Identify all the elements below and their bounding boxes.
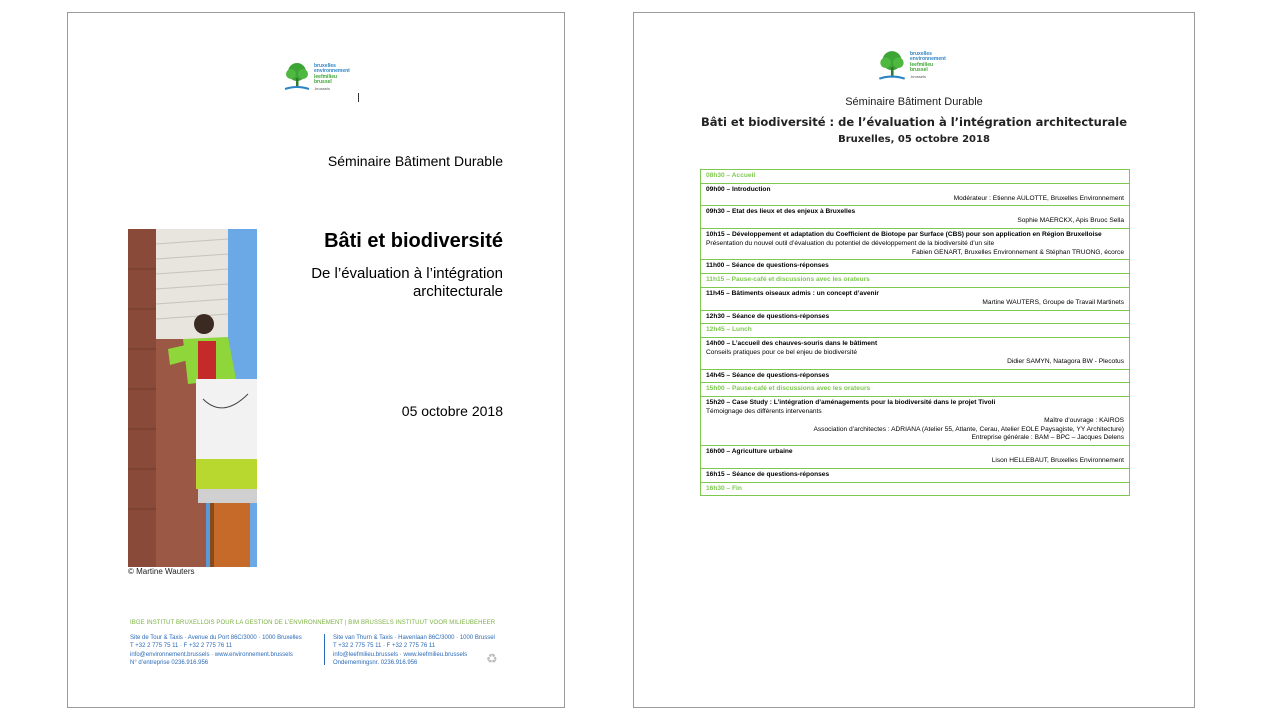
recycle-icon: ♻	[486, 651, 498, 666]
brand-logo	[283, 61, 350, 95]
schedule-table	[700, 169, 1130, 496]
schedule-row	[701, 311, 1129, 325]
footer-line: Site van Thurn & Taxis · Havenlaan 86C/3000 · 1000 Brussel	[333, 635, 495, 641]
seminar-label: Séminaire Bâtiment Durable	[845, 96, 983, 108]
schedule-row	[701, 446, 1129, 469]
schedule-row	[701, 274, 1129, 288]
logo-line: bruxelles	[314, 63, 336, 69]
schedule-item-speaker: Association d’architectes : ADRIANA (Atelier 55, Atlante, Cerau, Atelier EOLE Paysagiste, YY Architecture)	[813, 425, 1124, 433]
logo-line: .brussels	[910, 73, 927, 79]
schedule-item-description: Présentation du nouvel outil d’évaluation du potentiel de développement de la biodiversité d’un site	[706, 239, 995, 247]
schedule-item-title: 14h45 – Séance de questions-réponses	[706, 371, 830, 379]
footer-divider	[324, 634, 325, 665]
logo-line: .brussels	[314, 85, 331, 91]
schedule-row	[701, 483, 1129, 496]
schedule-item-speaker: Fabien GENART, Bruxelles Environnement & Stéphan TRUONG, écorce	[912, 248, 1124, 256]
schedule-row	[701, 184, 1129, 207]
logo-line: environnement	[314, 68, 350, 75]
logo-wordmark	[910, 52, 946, 79]
schedule-item-title: 10h15 – Développement et adaptation du Coefficient de Biotope par Surface (CBS) pour son application en Région Bruxelloise	[706, 230, 1102, 238]
photo-credit: © Martine Wauters	[128, 567, 195, 576]
schedule-row	[701, 469, 1129, 483]
footer-line: info@environnement.brussels · www.environnement.brussels	[130, 651, 293, 658]
schedule-item-title: 09h30 – Etat des lieux et des enjeux à Bruxelles	[706, 208, 856, 216]
schedule-item-title: 14h00 – L’accueil des chauves-souris dans le bâtiment	[706, 340, 878, 348]
schedule-item-title: 11h00 – Séance de questions-réponses	[706, 262, 829, 270]
schedule-row	[701, 288, 1129, 311]
schedule-item-title: 12h30 – Séance de questions-réponses	[706, 312, 830, 320]
schedule-item-speaker: Maître d’ouvrage : KAIROS	[1044, 416, 1124, 424]
brand-logo	[877, 49, 946, 85]
footer-line: Ondernemingsnr. 0236.916.956	[333, 660, 418, 667]
schedule-row	[701, 397, 1129, 446]
cover-date: 05 octobre 2018	[401, 403, 503, 419]
schedule-row	[701, 324, 1129, 338]
footer-address-fr	[130, 634, 302, 668]
cover-title: Bâti et biodiversité	[324, 230, 503, 252]
logo-line: leefmilieu	[910, 61, 934, 68]
schedule-item-title: 09h00 – Introduction	[706, 185, 771, 193]
schedule-item-speaker: Modérateur : Etienne AULOTTE, Bruxelles Environnement	[953, 194, 1124, 202]
schedule-item-title: 15h20 – Case Study : L’intégration d’aménagements pour la biodiversité dans le projet Tivoli	[706, 399, 996, 407]
schedule-item-title: 11h15 – Pause-café et discussions avec les orateurs	[706, 276, 870, 284]
schedule-item-speaker: Lison HELLEBAUT, Bruxelles Environnement	[991, 456, 1124, 464]
schedule-row	[701, 170, 1129, 184]
schedule-item-description: Conseils pratiques pour ce bel enjeu de biodiversité	[706, 348, 858, 356]
logo-line: brussel	[314, 79, 332, 86]
logo-line: environnement	[910, 56, 946, 63]
seminar-label: Séminaire Bâtiment Durable	[327, 153, 503, 169]
logo-line: brussel	[910, 67, 928, 74]
schedule-item-title: 12h45 – Lunch	[706, 326, 752, 334]
schedule-item-title: 11h45 – Bâtiments oiseaux admis : un concept d’avenir	[706, 289, 879, 297]
schedule-item-speaker: Didier SAMYN, Natagora BW - Plecotus	[1007, 357, 1124, 365]
schedule-item-description: Témoignage des différents intervenants	[706, 407, 822, 415]
schedule-row	[701, 338, 1129, 369]
footer-line: info@leefmilieu.brussels · www.leefmilieu.brussels	[333, 651, 468, 658]
logo-line: leefmilieu	[314, 73, 338, 80]
footer-line: N° d’entreprise 0236.916.956	[130, 660, 209, 667]
schedule-item-title: 15h00 – Pause-café et discussions avec les orateurs	[706, 385, 871, 393]
schedule-item-title: 08h30 – Accueil	[706, 172, 756, 179]
schedule-item-speaker: Sophie MAERCKX, Apis Bruoc Sella	[1017, 217, 1124, 225]
schedule-row	[701, 260, 1129, 274]
footer-line: T +32 2 775 75 11 · F +32 2 775 76 11	[130, 643, 233, 650]
cover-photo	[128, 229, 257, 567]
schedule-item-speaker: Martine WAUTERS, Groupe de Travail Martinets	[982, 298, 1124, 306]
schedule-item-title: 16h00 – Agriculture urbaine	[706, 448, 793, 456]
logo-line: bruxelles	[910, 51, 932, 57]
schedule-row	[701, 383, 1129, 397]
schedule-row	[701, 229, 1129, 260]
schedule-item-speaker: Entreprise générale : BAM – BPC – Jacques Delens	[971, 434, 1124, 442]
schedule-item-title: 16h30 – Fin	[706, 484, 742, 492]
schedule-item-title: 16h15 – Séance de questions-réponses	[706, 470, 830, 478]
footer-header: IBGE INSTITUT BRUXELLOIS POUR LA GESTION DE L’ENVIRONNEMENT | BIM BRUSSELS INSTITUUT VOOR MILIEUBEHEER	[130, 620, 496, 626]
tree-icon	[877, 49, 907, 85]
schedule-row	[701, 370, 1129, 384]
cover-page	[67, 12, 565, 708]
program-page	[633, 12, 1195, 708]
cover-subtitle: De l’évaluation à l’intégration architecturale	[311, 265, 503, 300]
footer-line: Site de Tour & Taxis · Avenue du Port 86C/3000 · 1000 Bruxelles	[130, 635, 302, 641]
program-place-date: Bruxelles, 05 octobre 2018	[838, 134, 990, 145]
footer-address-nl	[333, 634, 495, 668]
tree-icon	[283, 61, 311, 95]
logo-wordmark	[314, 64, 350, 91]
schedule-row	[701, 206, 1129, 229]
footer-line: T +32 2 775 75 11 · F +32 2 775 76 11	[333, 643, 436, 650]
text-cursor	[358, 93, 359, 102]
program-title: Bâti et biodiversité : de l’évaluation à l’intégration architecturale	[700, 115, 1128, 129]
